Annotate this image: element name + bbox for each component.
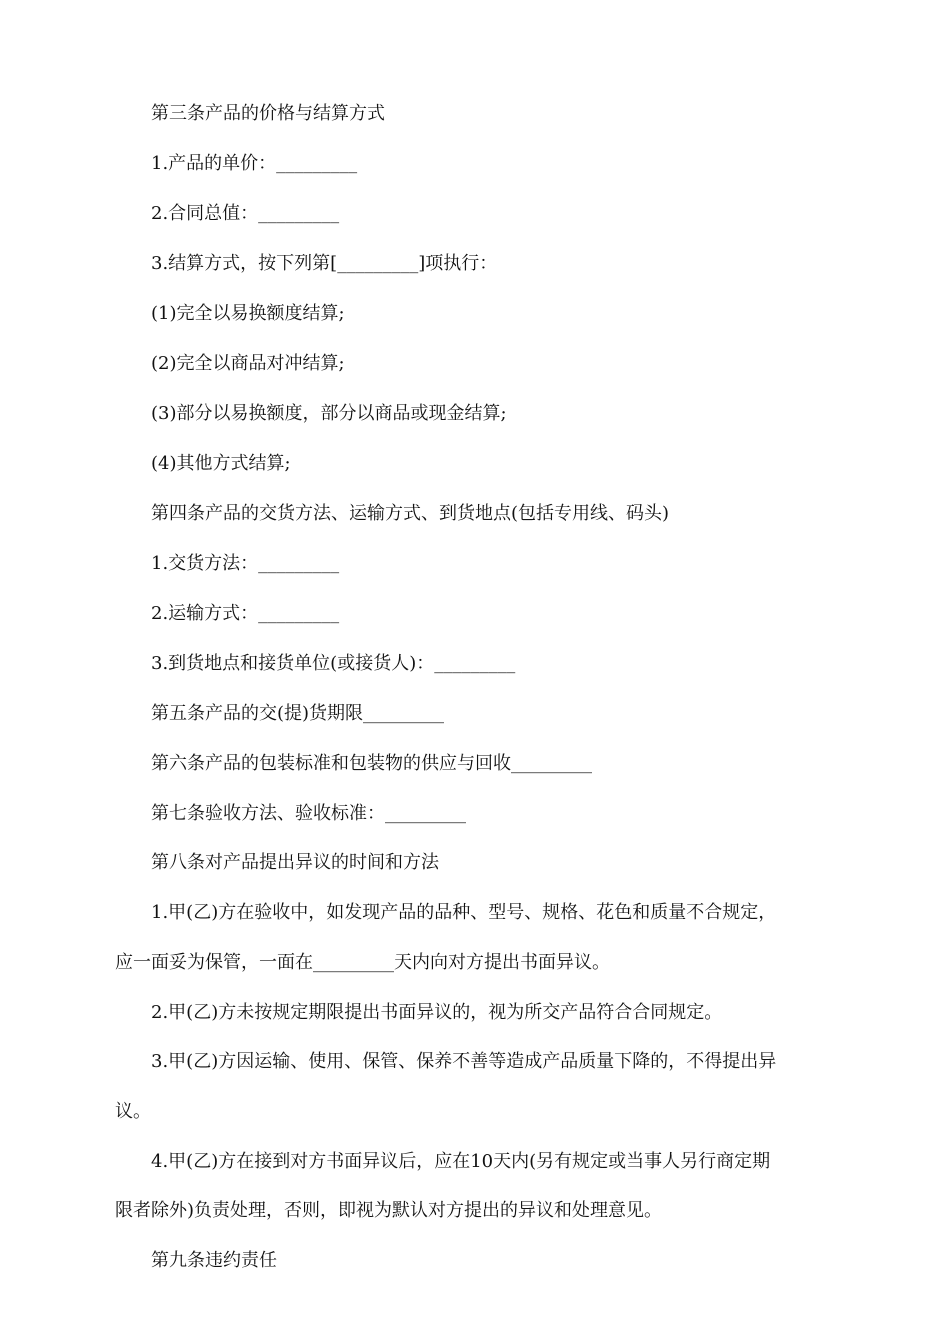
article-8-item-3-line-2: 议。 [115,1101,151,1122]
article-3-item-2: 2.合同总值：_________ [151,203,340,224]
article-4-heading: 第四条产品的交货方法、运输方式、到货地点(包括专用线、码头) [151,503,670,524]
article-7-heading: 第七条验收方法、验收标准：_________ [151,803,466,824]
article-8-item-4-line-1: 4.甲(乙)方在接到对方书面异议后，应在10天内(另有规定或当事人另行商定期 [151,1151,771,1172]
article-5-heading: 第五条产品的交(提)货期限_________ [151,703,445,724]
article-4-item-2: 2.运输方式：_________ [151,603,340,624]
article-3-item-3: 3.结算方式，按下列第[_________]项执行： [151,253,498,274]
article-8-item-2: 2.甲(乙)方未按规定期限提出书面异议的，视为所交产品符合合同规定。 [151,1002,723,1023]
settlement-option-1: (1)完全以易换额度结算; [151,303,345,324]
article-4-item-3: 3.到货地点和接货单位(或接货人)：_________ [151,653,516,674]
article-8-heading: 第八条对产品提出异议的时间和方法 [151,852,439,873]
article-9-heading: 第九条违约责任 [151,1250,277,1271]
article-6-heading: 第六条产品的包装标准和包装物的供应与回收_________ [151,753,592,774]
settlement-option-4: (4)其他方式结算; [151,453,291,474]
settlement-option-2: (2)完全以商品对冲结算; [151,353,345,374]
article-8-item-1-line-2: 应一面妥为保管，一面在_________天内向对方提出书面异议。 [115,952,610,973]
article-8-item-3-line-1: 3.甲(乙)方因运输、使用、保管、保养不善等造成产品质量下降的，不得提出异 [151,1051,777,1072]
article-8-item-1-line-1: 1.甲(乙)方在验收中，如发现产品的品种、型号、规格、花色和质量不合规定， [151,902,777,923]
article-3-heading: 第三条产品的价格与结算方式 [151,103,385,124]
article-3-item-1: 1.产品的单价：_________ [151,153,358,174]
settlement-option-3: (3)部分以易换额度，部分以商品或现金结算; [151,403,507,424]
article-4-item-1: 1.交货方法：_________ [151,553,340,574]
article-8-item-4-line-2: 限者除外)负责处理，否则，即视为默认对方提出的异议和处理意见。 [115,1200,663,1221]
